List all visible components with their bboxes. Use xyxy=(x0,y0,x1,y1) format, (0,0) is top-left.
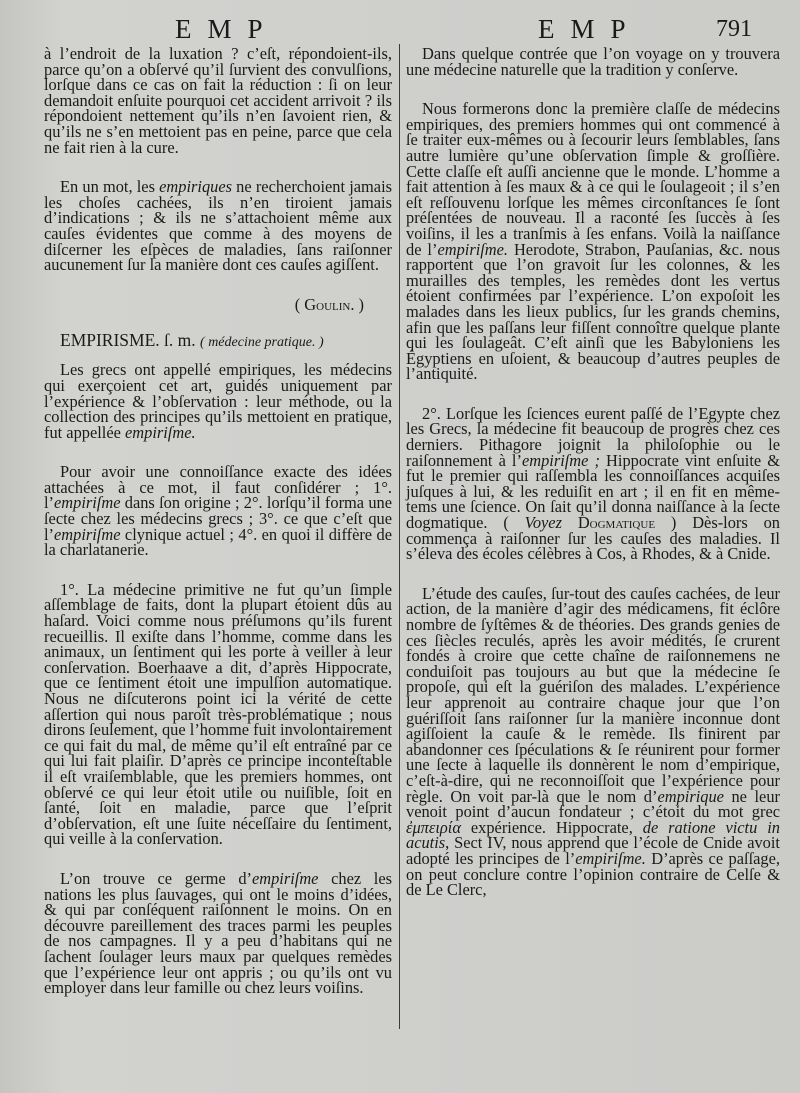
left-column xyxy=(44,46,392,1020)
entry-title-empirisme: EMPIRISME. ſ. m. ( médecine pratique. ) xyxy=(60,330,324,351)
paragraph-luxation: à l’endroit de la luxation ? c’eſt, répondoient-ils, parce qu’on a obſervé qu’il ſurvient des convulſions, lorſque dans ce cas on fait la réduction : ſi on leur demandoit enſuite pourquoi cet accident arrivoit ? ils répondoient nettement qu’ils n’en ſavoient rien, & qu’ils ne s’en mettoient pas en peine, parce que cela ne fait rien à la cure. xyxy=(44,44,392,157)
paragraph-premiere-classe: Nous formerons donc la première claſſe de médecins empiriques, des premiers hommes qui ont commencé à ſe traiter eux-mêmes ou à ſecourir leurs ſemblables, ſans autre lumière qu’une obſervation ſimple & groſſière. Cette claſſe eſt auſſi ancienne que le monde. L’homme a fait attention à ſes maux & à ce qui le ſoulageoit ; il s’en eſt reſſouvenu lorſque les mêmes circonſtances ſe ſont préſentées de nouveau. Il a raconté ſes ſuccès à ſes voiſins, il les a tranſmis à ſes enfans. Voilà la naiſſance de l’empiriſme. Herodote, Strabon, Pauſanias, &c. nous rapportent que l’on gravoit ſur les colonnes, & les murailles des temples, les remèdes dont les vertus étoient confirmées par l’expérience. L’on expoſoit les malades dans les lieux publics, ſur les grands chemins, afin que les paſſans leur fiſſent connoître quelque plante qui les ſoulageât. C’eſt ainſi que les Babyloniens les Égyptiens en uſoient, & beaucoup d’autres peuples de l’antiquité. xyxy=(406,99,780,384)
paragraph-les-grecs: Les grecs ont appellé empiriques, les médecins qui exerçoient cet art, guidés uniquement par l’expérience & l’obſervation : leur méthode, ou la collection des principes qu’ils mettoient en pratique, fut appellée empiriſme. xyxy=(44,360,392,442)
column-divider xyxy=(399,44,400,1029)
author-signature-goulin: ( Goulin. ) xyxy=(294,294,364,314)
paragraph-germe: L’on trouve ce germe d’empiriſme chez les nations les plus ſauvages, qui ont le moins d’idées, & qui par conſéquent raiſonnent le moins. On en découvre pareillement des traces parmi les peuples de nos campagnes. Il y a peu d’habitans qui ne ſachent ſoulager leurs maux par quelques remèdes que l’expérience leur ont appris ; ou qu’ils ont vu employer dans leur famille ou chez leurs voiſins. xyxy=(44,868,392,998)
paragraph-medecine-primitive: 1°. La médecine primitive ne fut qu’un ſimple aſſemblage de faits, dont la plupart étoient dûs au haſard. Voici comme nous préſumons qu’ils furent recueillis. Il exiſte dans l’homme, comme dans les animaux, un ſentiment qui les porte à veiller à leur conſervation. Boerhaave a dit, d’après Hippocrate, que ce ſentiment étoit une impulſion automatique. Nous ne diſcuterons point ici la vérité de cette aſſertion qui nous paroît très-problématique ; nous dirons ſeulement, que l’homme fuit involontairement ce qui fait du mal, de même qu’il eſt entraîné par ce qui lui fait plaiſir. D’après ce principe inconteſtable il eſt vraiſemblable, que les premiers hommes, ont obſervé ce qui leur étoit utile ou nuiſible, ſoit en ſanté, ſoit en maladie, parce que l’eſprit d’obſervation, eſt une ſuite néceſſaire du ſentiment, qui veille à la conſervation. xyxy=(44,579,392,849)
paragraph-grecs-egypte: 2°. Lorſque les ſciences eurent paſſé de l’Egypte chez les Grecs, la médecine fit beaucoup de progrès chez ces derniers. Pithagore joignit la philoſophie ou le raiſonnement à l’empiriſme ; Hippocrate vint enſuite & fut le premier qui raſſembla les connoiſſances acquiſes juſques à lui, & les reduiſit en art ; il en fit en même-tems une ſcience. On ſait qu’il donna naiſſance à la ſecte dogmatique. ( Voyez Dogmatique ) Dès-lors on commença à raiſonner ſur les cauſes des maladies. Il s’éleva des écoles célèbres à Cos, à Rhodes, & à Cnide. xyxy=(406,403,780,564)
paragraph-etude-causes: L’étude des cauſes, ſur-tout des cauſes cachées, de leur action, de la manière d’agir des médicamens, fit éclôre nombre de ſyſtêmes & de théories. Des grands genies de ces ſiècles reculés, après les avoir médités, ſe crurent fondés à croire que cette chaîne de raiſonnemens ne conduiſoit pas toujours au but que la médecine ſe propoſe, qui eſt la guériſon des malades. L’expérience leur apprenoit au contraire chaque jour que l’on guériſſoit ſans raiſonner ſur la manière inconnue dont agiſſoient la cauſe & le remède. Ils finirent par abandonner ces ſpéculations & ſe réunirent pour former une ſecte à laquelle ils donnèrent le nom d’empirique, c’eſt-à-dire, qui ne reconnoiſſoit que l’expérience pour règle. On voit par-là que le nom d’empirique ne leur venoit point d’aucun fondateur ; c’étoit du mot grec ἐμπειρία expérience. Hippocrate, de ratione victu in acutis, Sect IV, nous apprend que l’école de Cnide avoit adopté les principes de l’empiriſme. D’après ce paſſage, on peut conclure contre l’opinion contraire de Celſe & de Le Clerc, xyxy=(406,583,780,900)
paragraph-contree: Dans quelque contrée que l’on voyage on y trouvera une médecine naturelle que la tradition y conſerve. xyxy=(406,44,780,79)
header-right-word: EMP xyxy=(538,14,642,44)
running-header xyxy=(0,6,800,42)
right-column xyxy=(406,46,780,922)
paragraph-pour-avoir: Pour avoir une connoiſſance exacte des idées attachées à ce mot, il faut conſidérer ; 1°. l’empiriſme dans ſon origine ; 2°. lorſqu’il forma une ſecte chez les médecins grecs ; 3°. ce que c’eſt que l’empiriſme clynique actuel ; 4°. en quoi il diffère de la charlatanerie. xyxy=(44,462,392,560)
header-left-word: EMP xyxy=(175,14,279,44)
paragraph-en-un-mot: En un mot, les empiriques ne recherchoient jamais les choſes cachées, ils n’en tiroient jamais d’indications ; & ils ne s’attachoient même aux cauſes évidentes que comme à des moyens de diſcerner les eſpèces de maladies, ſans raiſonner aucunement ſur la manière dont ces cauſes agiſſent. xyxy=(44,177,392,275)
page-number: 791 xyxy=(716,16,752,42)
